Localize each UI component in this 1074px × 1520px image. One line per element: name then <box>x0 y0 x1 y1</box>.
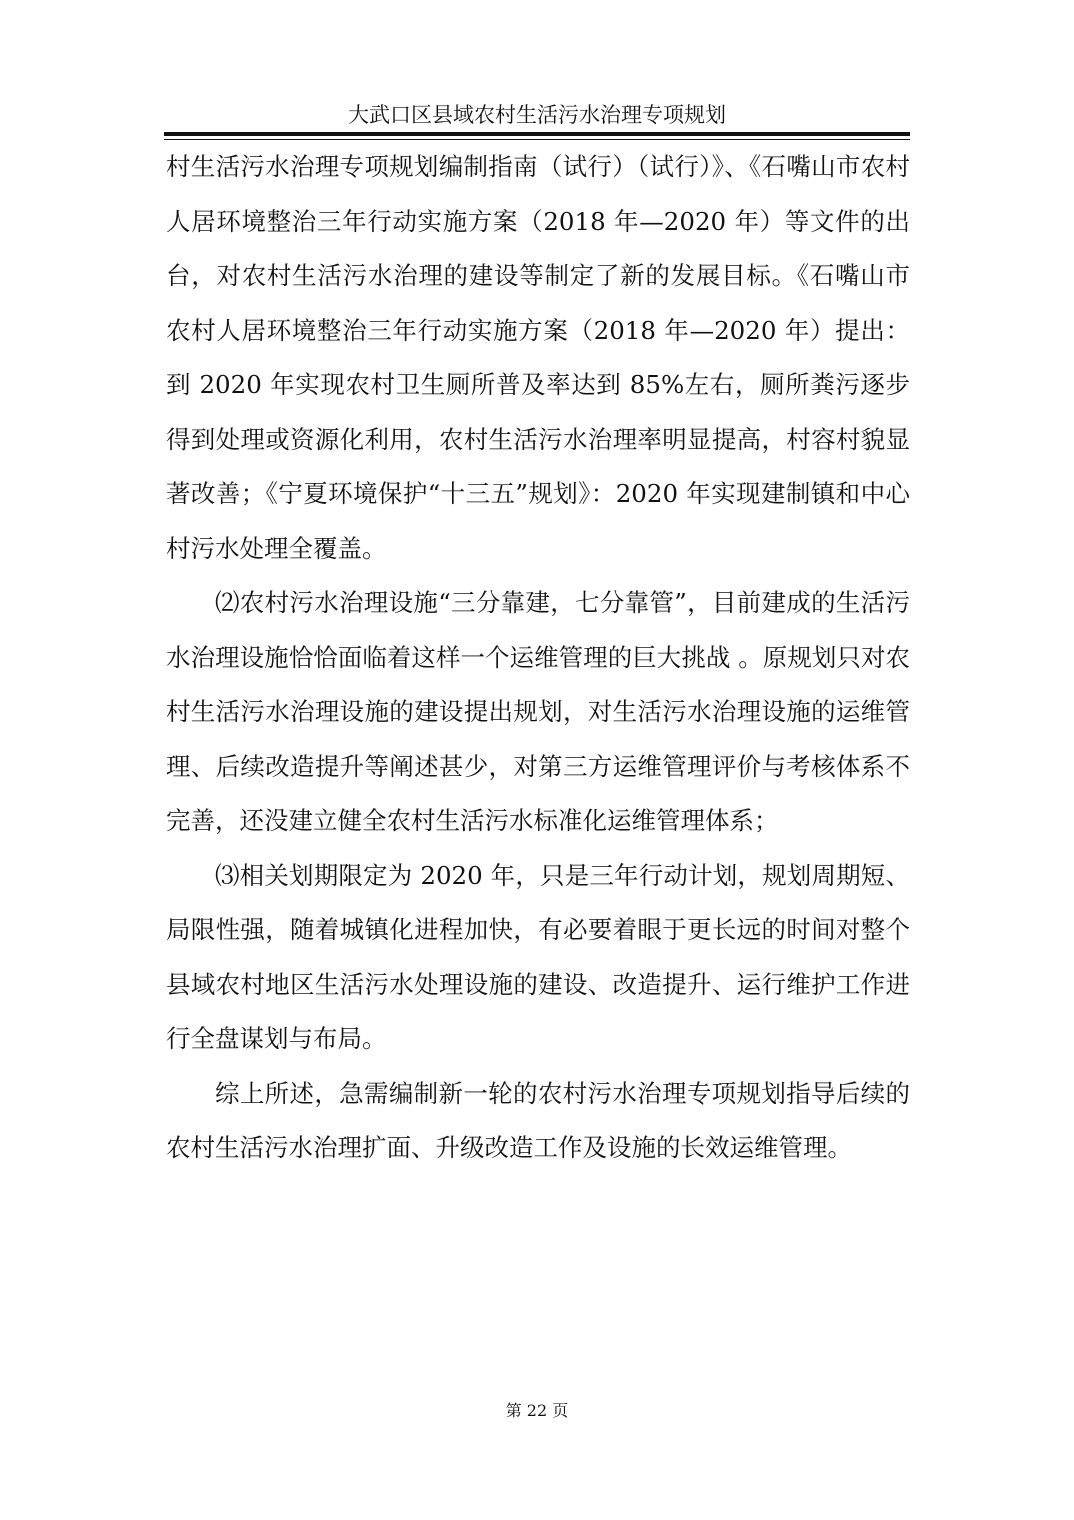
paragraph-4: 综上所述，急需编制新一轮的农村污水治理专项规划指导后续的农村生活污水治理扩面、升级改造工作及设施的长效运维管理。 <box>166 1078 910 1162</box>
paragraph-3: ⑶相关划期限定为 2020 年，只是三年行动计划，规划周期短、局限性强，随着城镇化进程加快，有必要着眼于更长远的时间对整个县域农村地区生活污水处理设施的建设、改造提升、运行维护工作进行全盘谋划与布局。 <box>166 860 910 1053</box>
paragraph-1: 村生活污水治理专项规划编制指南（试行）（试行）》、《石嘴山市农村人居环境整治三年行动实施方案（2018 年—2020 年）等文件的出台，对农村生活污水治理的建设等制定了新的发展目标。《石嘴山市农村人居环境整治三年行动实施方案（2018 年—2020 年）提出：到 2020 年实现农村卫生厕所普及率达到 85%左右，厕所粪污逐步得到处理或资源化利用，农村生活污水治理率明显提高，村容村貌显著改善；《宁夏环境保护“十三五”规划》：2020 年实现建制镇和中心村污水处理全覆盖。 <box>166 152 910 563</box>
page-header-title: 大武口区县域农村生活污水治理专项规划 <box>348 103 726 127</box>
document-body <box>166 140 910 1176</box>
header-rule-thick <box>164 132 910 136</box>
paragraph-2: ⑵农村污水治理设施“三分靠建，七分靠管”，目前建成的生活污水治理设施恰恰面临着这样一个运维管理的巨大挑战 。原规划只对农村生活污水治理设施的建设提出规划，对生活污水治理设施的运维管理、后续改造提升等阐述甚少，对第三方运维管理评价与考核体系不完善，还没建立健全农村生活污水标准化运维管理体系； <box>166 588 910 835</box>
page-number: 第 22 页 <box>505 1401 569 1420</box>
